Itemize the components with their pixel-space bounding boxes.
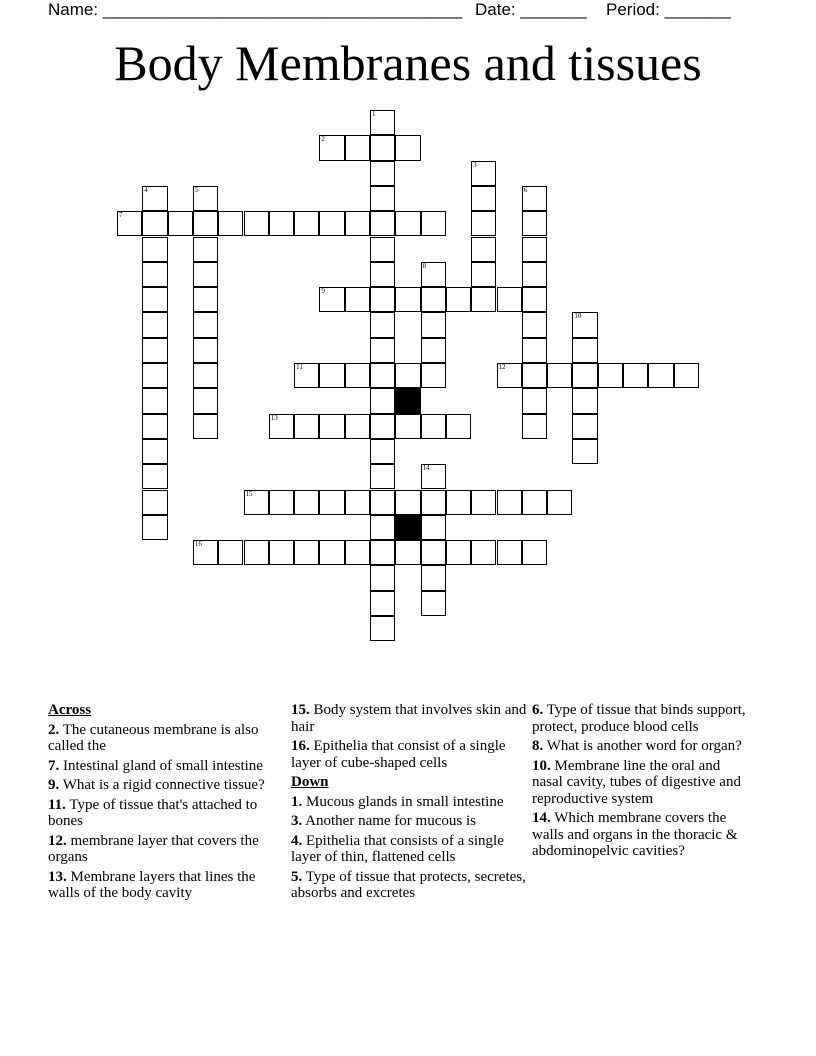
crossword-cell[interactable] (471, 161, 496, 186)
clue (291, 833, 527, 866)
crossword-cell[interactable] (395, 414, 420, 439)
crossword-cell[interactable] (193, 287, 218, 312)
clue-number: 16. (291, 738, 310, 754)
crossword-cell[interactable] (572, 312, 597, 337)
clue-number: 6. (532, 702, 544, 718)
clue (291, 794, 527, 811)
crossword-cell[interactable] (294, 211, 319, 236)
crossword-cell[interactable] (395, 135, 420, 160)
clues-column-3 (532, 702, 754, 863)
crossword-cell[interactable] (370, 439, 395, 464)
crossword-cell[interactable] (345, 135, 370, 160)
crossword-cell[interactable] (319, 490, 344, 515)
crossword-cell[interactable] (421, 464, 446, 489)
down-clue-list (291, 794, 527, 902)
crossword-cell[interactable] (421, 565, 446, 590)
crossword-cell[interactable] (572, 388, 597, 413)
crossword-cell[interactable] (623, 363, 648, 388)
clue-number: 10. (532, 757, 551, 774)
crossword-cell[interactable] (370, 464, 395, 489)
crossword-cell[interactable] (522, 338, 547, 363)
crossword-cell[interactable] (446, 490, 471, 515)
crossword-cell[interactable] (269, 490, 294, 515)
clue-text: membrane layer that covers the organs (48, 832, 259, 865)
clue-text: Another name for mucous is (302, 813, 476, 829)
clue-text: What is a rigid connective tissue? (59, 777, 265, 793)
crossword-cell[interactable] (471, 287, 496, 312)
period-field[interactable]: Period: _______ (606, 0, 731, 19)
clue-number: 3. (291, 813, 303, 829)
crossword-cell[interactable] (370, 490, 395, 515)
crossword-cell[interactable] (522, 186, 547, 211)
crossword-cell[interactable] (319, 211, 344, 236)
clue-number: 11. (48, 796, 66, 813)
clue (532, 758, 754, 808)
across-clue-list (48, 722, 270, 902)
crossword-cell[interactable] (370, 287, 395, 312)
clue-text: Which membrane covers the walls and organs in the thoracic & abdominopelvic cavities? (532, 810, 738, 859)
crossword-cell[interactable] (370, 616, 395, 641)
crossword-cell[interactable] (193, 388, 218, 413)
crossword-cell[interactable] (142, 464, 167, 489)
clue-number: 14 (422, 464, 430, 473)
crossword-cell[interactable] (345, 211, 370, 236)
crossword-cell[interactable] (471, 540, 496, 565)
crossword-cell[interactable] (522, 363, 547, 388)
crossword-cell[interactable] (142, 211, 167, 236)
crossword-cell[interactable] (471, 237, 496, 262)
clue-number: 1. (291, 793, 303, 810)
crossword-cell[interactable] (395, 490, 420, 515)
crossword-cell[interactable] (370, 211, 395, 236)
crossword-cell[interactable] (421, 211, 446, 236)
crossword-cell[interactable] (522, 237, 547, 262)
crossword-cell[interactable] (572, 414, 597, 439)
crossword-cell[interactable] (471, 262, 496, 287)
clue-text: Epithelia that consist of a single layer of cube-shaped cells (291, 738, 506, 771)
crossword-cell[interactable] (168, 211, 193, 236)
clue (48, 797, 270, 830)
crossword-cell[interactable] (294, 540, 319, 565)
clue-text: What is another word for organ? (543, 738, 742, 754)
clue (48, 833, 270, 866)
crossword-cell[interactable] (446, 287, 471, 312)
crossword-cell[interactable] (421, 490, 446, 515)
clue-number: 15. (291, 702, 310, 718)
black-cell (395, 388, 420, 413)
clue-number: 9 (321, 287, 325, 296)
clue-number: 2 (321, 135, 325, 144)
crossword-cell[interactable] (193, 211, 218, 236)
crossword-cell[interactable] (319, 287, 344, 312)
crossword-cell[interactable] (142, 186, 167, 211)
clue-text: Type of tissue that's attached to bones (48, 796, 258, 829)
clue-text: Membrane layers that lines the walls of the body cavity (48, 868, 256, 901)
clue-number: 5 (194, 185, 199, 194)
crossword-cell[interactable] (497, 540, 522, 565)
crossword-cell[interactable] (345, 540, 370, 565)
crossword-cell[interactable] (421, 287, 446, 312)
crossword-cell[interactable] (370, 540, 395, 565)
crossword-cell[interactable] (319, 414, 344, 439)
clue-number: 15 (245, 489, 253, 498)
clue (291, 813, 527, 830)
crossword-cell[interactable] (572, 363, 597, 388)
clue-number: 5. (291, 868, 303, 885)
crossword-cell[interactable] (142, 490, 167, 515)
clue-number: 12 (498, 363, 506, 371)
crossword-cell[interactable] (370, 388, 395, 413)
crossword-cell[interactable] (142, 363, 167, 388)
clue-number: 14. (532, 810, 551, 826)
crossword-cell[interactable] (421, 540, 446, 565)
crossword-cell[interactable] (319, 363, 344, 388)
clue-number: 4. (291, 832, 303, 849)
crossword-cell[interactable] (218, 540, 243, 565)
crossword-cell[interactable] (345, 363, 370, 388)
clue-number: 12. (48, 832, 67, 849)
crossword-cell[interactable] (142, 515, 167, 540)
crossword-cell[interactable] (142, 287, 167, 312)
crossword-cell[interactable] (193, 262, 218, 287)
crossword-cell[interactable] (319, 135, 344, 160)
crossword-cell[interactable] (421, 515, 446, 540)
black-cell (395, 515, 420, 540)
crossword-cell[interactable] (142, 338, 167, 363)
crossword-cell[interactable] (370, 161, 395, 186)
clue-text: Type of tissue that binds support, protect, produce blood cells (532, 702, 746, 735)
crossword-cell[interactable] (294, 414, 319, 439)
crossword-cell[interactable] (269, 414, 294, 439)
crossword-cell[interactable] (446, 414, 471, 439)
crossword-cell[interactable] (193, 363, 218, 388)
crossword-cell[interactable] (269, 211, 294, 236)
crossword-cell[interactable] (370, 338, 395, 363)
crossword-cell[interactable] (117, 211, 142, 236)
crossword-cell[interactable] (370, 591, 395, 616)
crossword-cell[interactable] (193, 338, 218, 363)
crossword-cell[interactable] (395, 540, 420, 565)
clue (532, 810, 754, 860)
clue-text: The cutaneous membrane is also called the (48, 721, 259, 754)
crossword-cell[interactable] (395, 287, 420, 312)
clue (291, 869, 527, 902)
crossword-cell[interactable] (421, 363, 446, 388)
crossword-cell[interactable] (193, 540, 218, 565)
crossword-cell[interactable] (345, 287, 370, 312)
clues-column-2 (291, 702, 527, 905)
crossword-cell[interactable] (370, 237, 395, 262)
clue (532, 738, 754, 755)
crossword-cell[interactable] (522, 540, 547, 565)
clue-text: Mucous glands in small intestine (302, 793, 504, 810)
crossword-cell[interactable] (142, 388, 167, 413)
crossword-cell[interactable] (345, 490, 370, 515)
crossword-cell[interactable] (572, 338, 597, 363)
clue-number: 13. (48, 868, 67, 885)
down-heading: Down (291, 774, 329, 790)
clue-number: 11 (296, 363, 303, 371)
across-heading: Across (48, 702, 92, 718)
crossword-cell[interactable] (522, 414, 547, 439)
crossword-cell[interactable] (193, 312, 218, 337)
crossword-cell[interactable] (370, 565, 395, 590)
crossword-cell[interactable] (471, 490, 496, 515)
crossword-cell[interactable] (345, 414, 370, 439)
clue-text: Intestinal gland of small intestine (59, 757, 263, 774)
clue-number: 16 (194, 540, 202, 549)
crossword-cell[interactable] (572, 439, 597, 464)
crossword-cell[interactable] (193, 414, 218, 439)
clue-number: 4 (144, 185, 148, 194)
clues-column-1 (48, 702, 270, 905)
crossword-cell[interactable] (598, 363, 623, 388)
clue-text: Membrane line the oral and nasal cavity, tubes of digestive and reproductive system (532, 757, 741, 807)
crossword-cell[interactable] (370, 312, 395, 337)
crossword-cell[interactable] (142, 312, 167, 337)
crossword-cell[interactable] (446, 540, 471, 565)
crossword-cell[interactable] (674, 363, 699, 388)
crossword-cell[interactable] (244, 540, 269, 565)
crossword-cell[interactable] (421, 338, 446, 363)
crossword-cell[interactable] (421, 262, 446, 287)
clue-text: Epithelia that consists of a single layer of thin, flattened cells (291, 832, 504, 865)
date-field[interactable]: Date: _______ (475, 0, 587, 19)
crossword-cell[interactable] (370, 135, 395, 160)
crossword-cell[interactable] (193, 237, 218, 262)
crossword-cell[interactable] (370, 515, 395, 540)
crossword-cell[interactable] (522, 287, 547, 312)
crossword-cell[interactable] (244, 490, 269, 515)
crossword-cell[interactable] (522, 312, 547, 337)
clue-number: 13 (270, 413, 278, 422)
crossword-cell[interactable] (244, 211, 269, 236)
crossword-cell[interactable] (142, 237, 167, 262)
name-field[interactable]: Name: ______________________________________ (48, 0, 463, 19)
down-clue-list-continued (532, 702, 754, 860)
clue (48, 722, 270, 755)
crossword-cell[interactable] (421, 591, 446, 616)
clue-number: 8. (532, 738, 544, 754)
crossword-cell[interactable] (522, 262, 547, 287)
crossword-cell[interactable] (370, 186, 395, 211)
clue-number: 6 (523, 185, 528, 194)
clue (48, 869, 270, 902)
crossword-cell[interactable] (421, 312, 446, 337)
clue-number: 7. (48, 757, 60, 774)
clue (532, 702, 754, 735)
crossword-cell[interactable] (547, 363, 572, 388)
crossword-cell[interactable] (547, 490, 572, 515)
clue-number: 2. (48, 721, 60, 738)
crossword-cell[interactable] (142, 414, 167, 439)
crossword-cell[interactable] (471, 186, 496, 211)
crossword-cell[interactable] (193, 186, 218, 211)
clue-number: 10 (574, 312, 582, 321)
clue-text: Type of tissue that protects, secretes, absorbs and excretes (291, 868, 526, 901)
crossword-cell[interactable] (319, 540, 344, 565)
clue (48, 758, 270, 775)
crossword-cell[interactable] (522, 490, 547, 515)
crossword-cell[interactable] (218, 211, 243, 236)
crossword-cell[interactable] (497, 363, 522, 388)
crossword-cell[interactable] (370, 262, 395, 287)
crossword-cell[interactable] (294, 490, 319, 515)
crossword-cell[interactable] (522, 211, 547, 236)
crossword-cell[interactable] (142, 439, 167, 464)
crossword-cell[interactable] (648, 363, 673, 388)
crossword-cell[interactable] (471, 211, 496, 236)
crossword-cell[interactable] (522, 388, 547, 413)
across-clue-list-continued (291, 702, 527, 771)
crossword-cell[interactable] (421, 414, 446, 439)
clue (291, 702, 527, 735)
crossword-cell[interactable] (497, 287, 522, 312)
clue-number: 9. (48, 777, 60, 793)
crossword-cell[interactable] (395, 211, 420, 236)
clue (291, 738, 527, 771)
crossword-cell[interactable] (370, 414, 395, 439)
crossword-cell[interactable] (370, 110, 395, 135)
clue-number: 8 (422, 261, 427, 270)
clue-number: 7 (119, 211, 123, 220)
clue-number: 3 (473, 160, 477, 169)
crossword-cell[interactable] (497, 490, 522, 515)
clue-number: 1 (372, 110, 376, 118)
page-title: Body Membranes and tissues (114, 35, 702, 91)
crossword-cell[interactable] (269, 540, 294, 565)
clue (48, 777, 270, 794)
crossword-cell[interactable] (370, 363, 395, 388)
clue-text: Body system that involves skin and hair (291, 702, 527, 735)
crossword-cell[interactable] (395, 363, 420, 388)
crossword-cell[interactable] (294, 363, 319, 388)
crossword-cell[interactable] (142, 262, 167, 287)
